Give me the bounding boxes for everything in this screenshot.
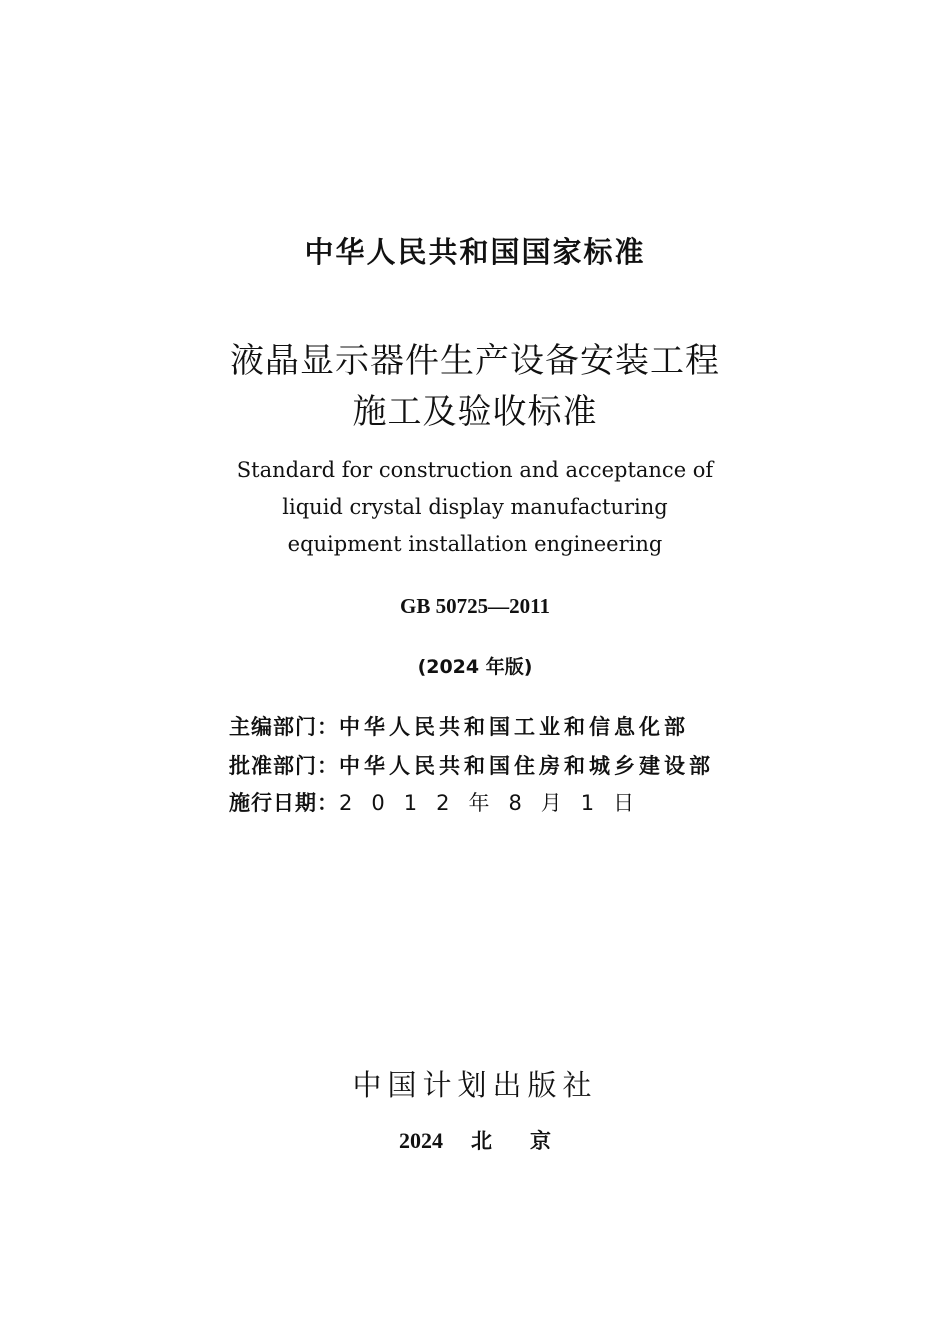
editor-department-label: 主编部门： bbox=[229, 715, 339, 739]
title-cn-line-1: 液晶显示器件生产设备安装工程 bbox=[230, 341, 720, 381]
title-en-line-2: liquid crystal display manufacturing bbox=[282, 495, 668, 519]
title-en-line-3: equipment installation engineering bbox=[287, 532, 663, 556]
editor-department-value: 中华人民共和国工业和信息化部 bbox=[339, 715, 689, 739]
title-cn-line-2: 施工及验收标准 bbox=[352, 392, 598, 432]
approver-department-label: 批准部门： bbox=[229, 754, 339, 778]
effective-date-row bbox=[229, 787, 749, 817]
approver-department-row bbox=[229, 750, 749, 780]
effective-date-label: 施行日期： bbox=[229, 791, 339, 815]
title-en-line-1: Standard for construction and acceptance of bbox=[236, 458, 714, 482]
standard-code: GB 50725—2011 bbox=[400, 594, 550, 618]
edition-label: (2024 年版) bbox=[417, 656, 533, 678]
effective-date-value: 2012年8月1日 bbox=[339, 791, 654, 815]
publication-city-char-1: 北 bbox=[471, 1129, 492, 1153]
publication-year: 2024 bbox=[399, 1128, 443, 1153]
editor-department-row bbox=[229, 711, 749, 741]
publisher-name: 中国计划出版社 bbox=[352, 1068, 598, 1102]
publication-place bbox=[0, 1125, 950, 1155]
publication-city-char-2: 京 bbox=[530, 1129, 551, 1153]
national-standard-heading: 中华人民共和国国家标准 bbox=[304, 235, 646, 269]
approver-department-value: 中华人民共和国住房和城乡建设部 bbox=[339, 754, 714, 778]
